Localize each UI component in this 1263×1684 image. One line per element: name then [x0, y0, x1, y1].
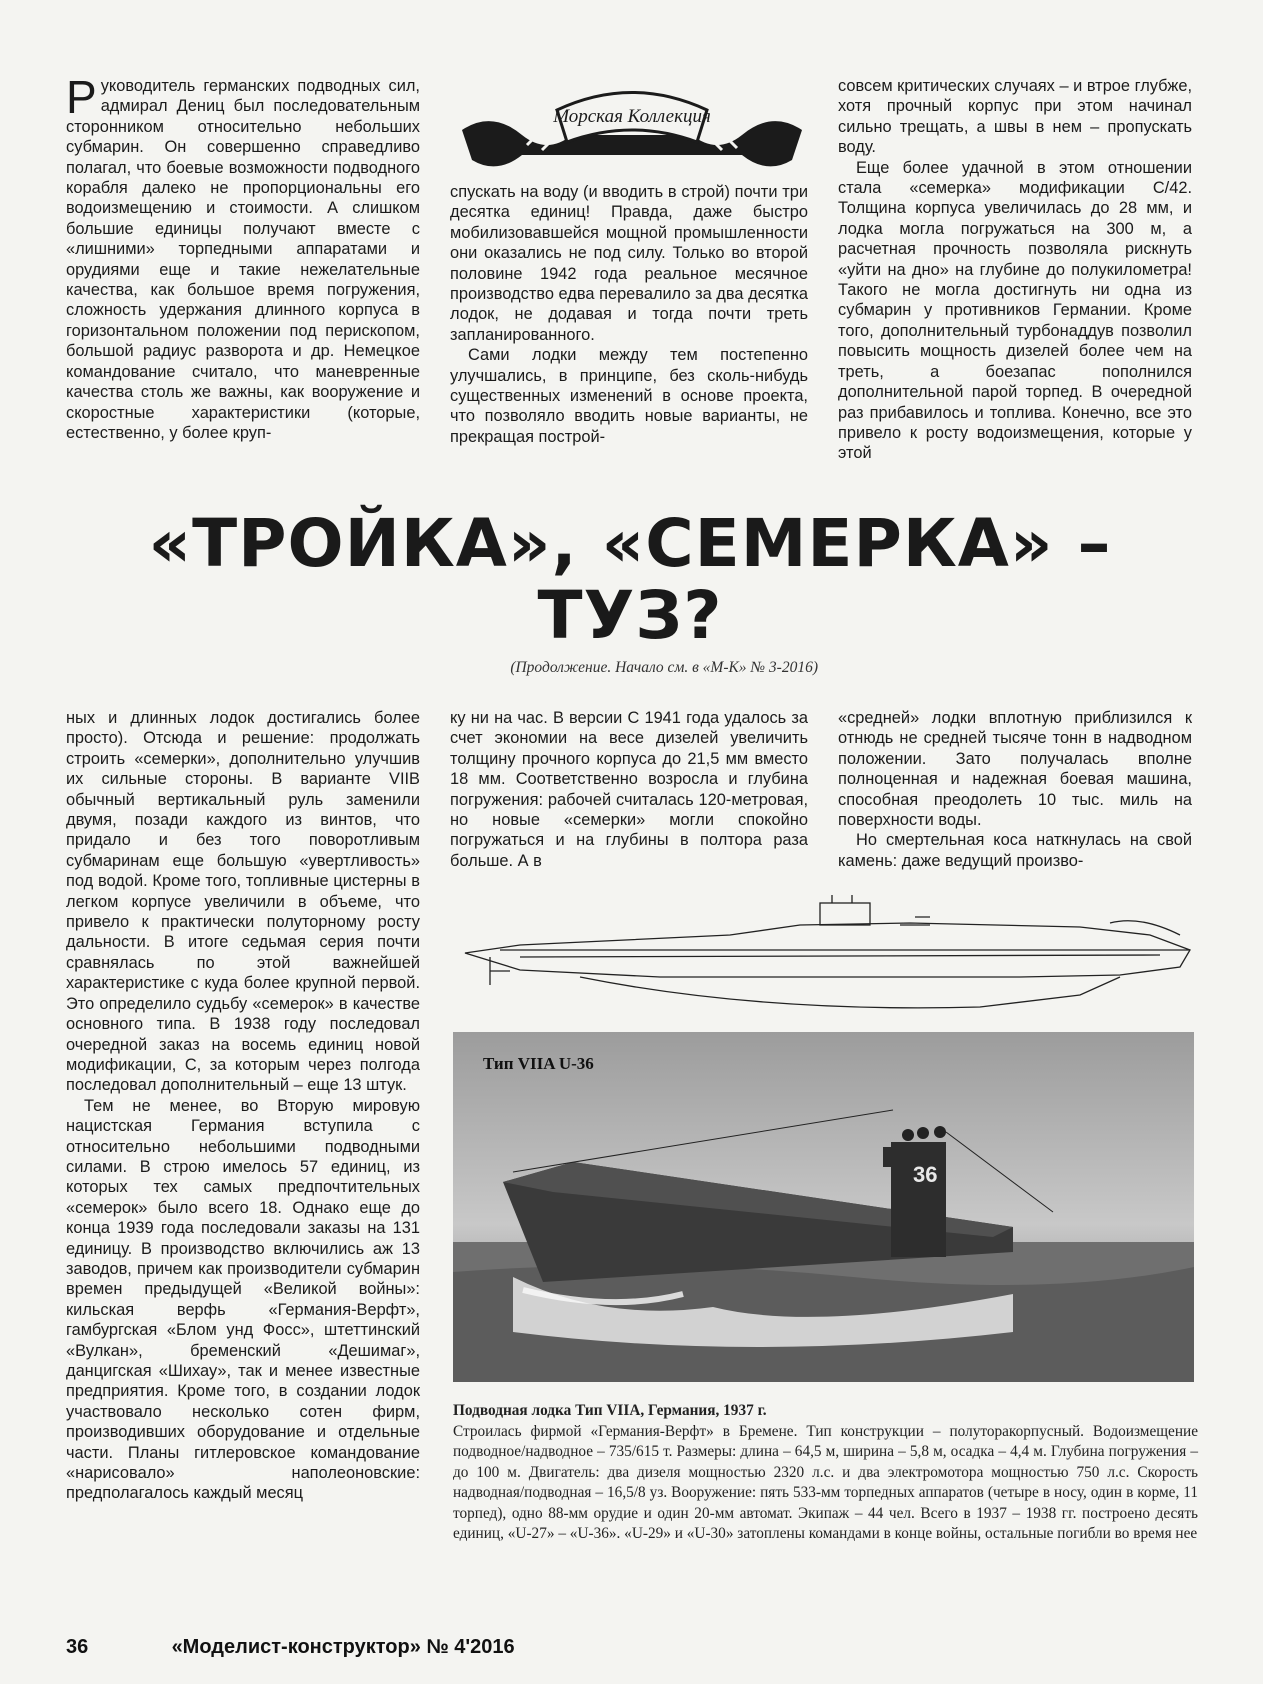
- column-2-top: [450, 182, 808, 447]
- paragraph: ных и длинных лодок достигались более просто). Отсюда и решение: продолжать строить «семерки», дополнительно улучшив их сильные стороны. В варианте VIIB обычный вертикальный руль заменили двумя, позади каждого из винтов, что придало и без того поворотливым субмаринам еще большую «увертливость» под водой. Кроме того, топливные цистерны в легком корпусе увеличили в объеме, что привело к практически полуторному росту дальности. В итоге седьмая серия почти сравнялась по этой важнейшей характеристике с куда более крупной первой. Это определило судьбу «семерок» в качестве основного типа. В 1938 году последовал очередной заказ на восемь единиц новой модификации, С, за которым через полгода последовал дополнительный – еще 13 штук.: [66, 709, 420, 1095]
- caption-title: Подводная лодка Тип VIIA, Германия, 1937 г.: [453, 1402, 767, 1419]
- page-footer: [66, 1636, 515, 1659]
- photo-caption: [453, 1401, 1198, 1545]
- paragraph: совсем критических случаях – и втрое глубже, хотя прочный корпус при этом начинал сильно трещать, а швы в нем – пропускать воду.: [838, 77, 1192, 157]
- paragraph: спускать на воду (и вводить в строй) почти три десятка единиц! Правда, даже быстро мобилизовавшейся мощной промышленности они оказались не под силу. Только во второй половине 1942 года реальное месячное производство едва перевалило за два десятка лодок, не додавая и тогда почти треть запланированного.: [450, 183, 808, 344]
- title-line-1: «ТРОЙКА», «СЕМЕРКА» –: [148, 505, 1112, 582]
- paragraph: Сами лодки между тем постепенно улучшались, в принципе, без сколь-нибудь существенных изменений в основе проекта, что позволяло вводить новые варианты, не прекращая построй-: [450, 346, 808, 446]
- drop-cap: Р: [66, 71, 97, 123]
- title-line-2: ТУЗ?: [537, 577, 723, 654]
- page-number: 36: [66, 1636, 89, 1658]
- photo-image: [453, 1032, 1194, 1382]
- morskaya-kollektsiya-logo: [452, 80, 812, 178]
- photo-label: Тип VIIA U-36: [483, 1054, 594, 1073]
- paragraph: Еще более удачной в этом отношении стала «семерка» модификации C/42. Толщина корпуса увеличилась до 28 мм, и лодка могла погружаться на 300 м, а расчетная прочность позволяла рискнуть «уйти на дно» на глубине до полукилометра! Такого не могла достигнуть ни одна из субмарин у противников Германии. Кроме того, дополнительный турбонаддув позволил повысить мощность дизелей более чем на треть, а боезапас пополнился дополнительной парой торпед. В очередной раз прибавилось и топлива. Конечно, все это привело к росту водоизмещения, которые у этой: [838, 158, 1192, 463]
- submarine-photo: [453, 1032, 1194, 1382]
- caption-text: Строилась фирмой «Германия-Верфт» в Бремене. Тип конструкции – полуторакорпусный. Водоизмещение подводное/надводное – 735/615 т. Размеры: длина – 64,5 м, ширина – 5,8 м, осадка – 4,4 м. Глубина погружения – до 100 м. Двигатель: два дизеля мощностью 2320 л.с. и два электромотора мощностью 750 л.с. Скорость надводная/подводная – 16,5/8 уз. Вооружение: пять 533-мм торпедных аппаратов (четыре в носу, один в корме, 11 торпед), одно 88-мм орудие и один 20-мм автомат. Экипаж – 44 чел. Всего в 1937 – 1938 гг. построено десять единиц, «U-27» – «U-36». «U-29» и «U-30» затоплены командами в конце войны, остальные погибли во время нее: [453, 1422, 1198, 1542]
- submarine-line-drawing: [460, 895, 1200, 1015]
- paragraph: «средней» лодки вплотную приблизился к отнюдь не средней тысяче тонн в надводном положении. Зато получалась вполне полноценная и надежная боевая машина, способная преодолеть 10 тыс. миль на поверхности воды.: [838, 709, 1192, 830]
- column-2-bottom: [450, 708, 808, 871]
- magazine-name: «Моделист-конструктор» № 4'2016: [171, 1636, 515, 1658]
- paragraph: Руководитель германских подводных сил, адмирал Дениц был последовательным сторонником относительно небольших субмарин. Он совершенно справедливо полагал, что боевые возможности подводного корабля далеко не пропорциональны его водоизмещению и стоимости. А слишком большие единицы получают вместе с «лишними» торпедными аппаратами и орудиями еще и такие нежелательные качества, как большое время погружения, сложность удержания длинного корпуса в горизонтальном положении под перископом, большой радиус разворота и др. Немецкое командование считало, что маневренные качества столь же важны, как вооружение и скоростные характеристики (которые, естественно, у более круп-: [66, 71, 420, 442]
- continuation-note: (Продолжение. Начало см. в «М-К» № 3-2016): [510, 659, 818, 676]
- paragraph: ку ни на час. В версии C 1941 года удалось за счет экономии на весе дизелей увеличить толщину прочного корпуса до 21,5 мм вместо 18 мм. Соответственно возросла и глубина погружения: рабочей считалась 120-метровая, но новые «семерки» могли спокойно погружаться и на глубины в полтора раза больше. А в: [450, 709, 808, 870]
- hull-number: 36: [913, 1162, 938, 1187]
- logo-text: Морская Коллекция: [553, 106, 711, 127]
- column-1-bottom: [66, 708, 420, 1504]
- column-3-bottom: [838, 708, 1192, 871]
- column-1-top: [66, 71, 420, 443]
- column-3-top: [838, 76, 1192, 464]
- paragraph: Но смертельная коса наткнулась на свой камень: даже ведущий произво-: [838, 831, 1192, 870]
- paragraph: Тем не менее, во Вторую мировую нацистская Германия вступила с относительно небольшими подводными силами. В строю имелось 57 единиц, из которых тех самых предпочтительных «семерок» было всего 18. Однако еще до конца 1939 года последовали заказы на 131 единицу. В производство включились аж 13 заводов, причем как производители субмарин времен предыдущей «Великой войны»: кильская верфь «Германия-Верфт», гамбургская «Блом унд Фосс», штеттинский «Вулкан», бременский «Дешимаг», данцигская «Шихау», так и менее известные предприятия. Кроме того, в создании лодок участвовало несколько сотен фирм, производивших оборудование и отдельные части. Планы гитлеровское командование «нарисовало» наполеоновские: предполагалось каждый месяц: [66, 1096, 420, 1503]
- article-title: [60, 505, 1200, 654]
